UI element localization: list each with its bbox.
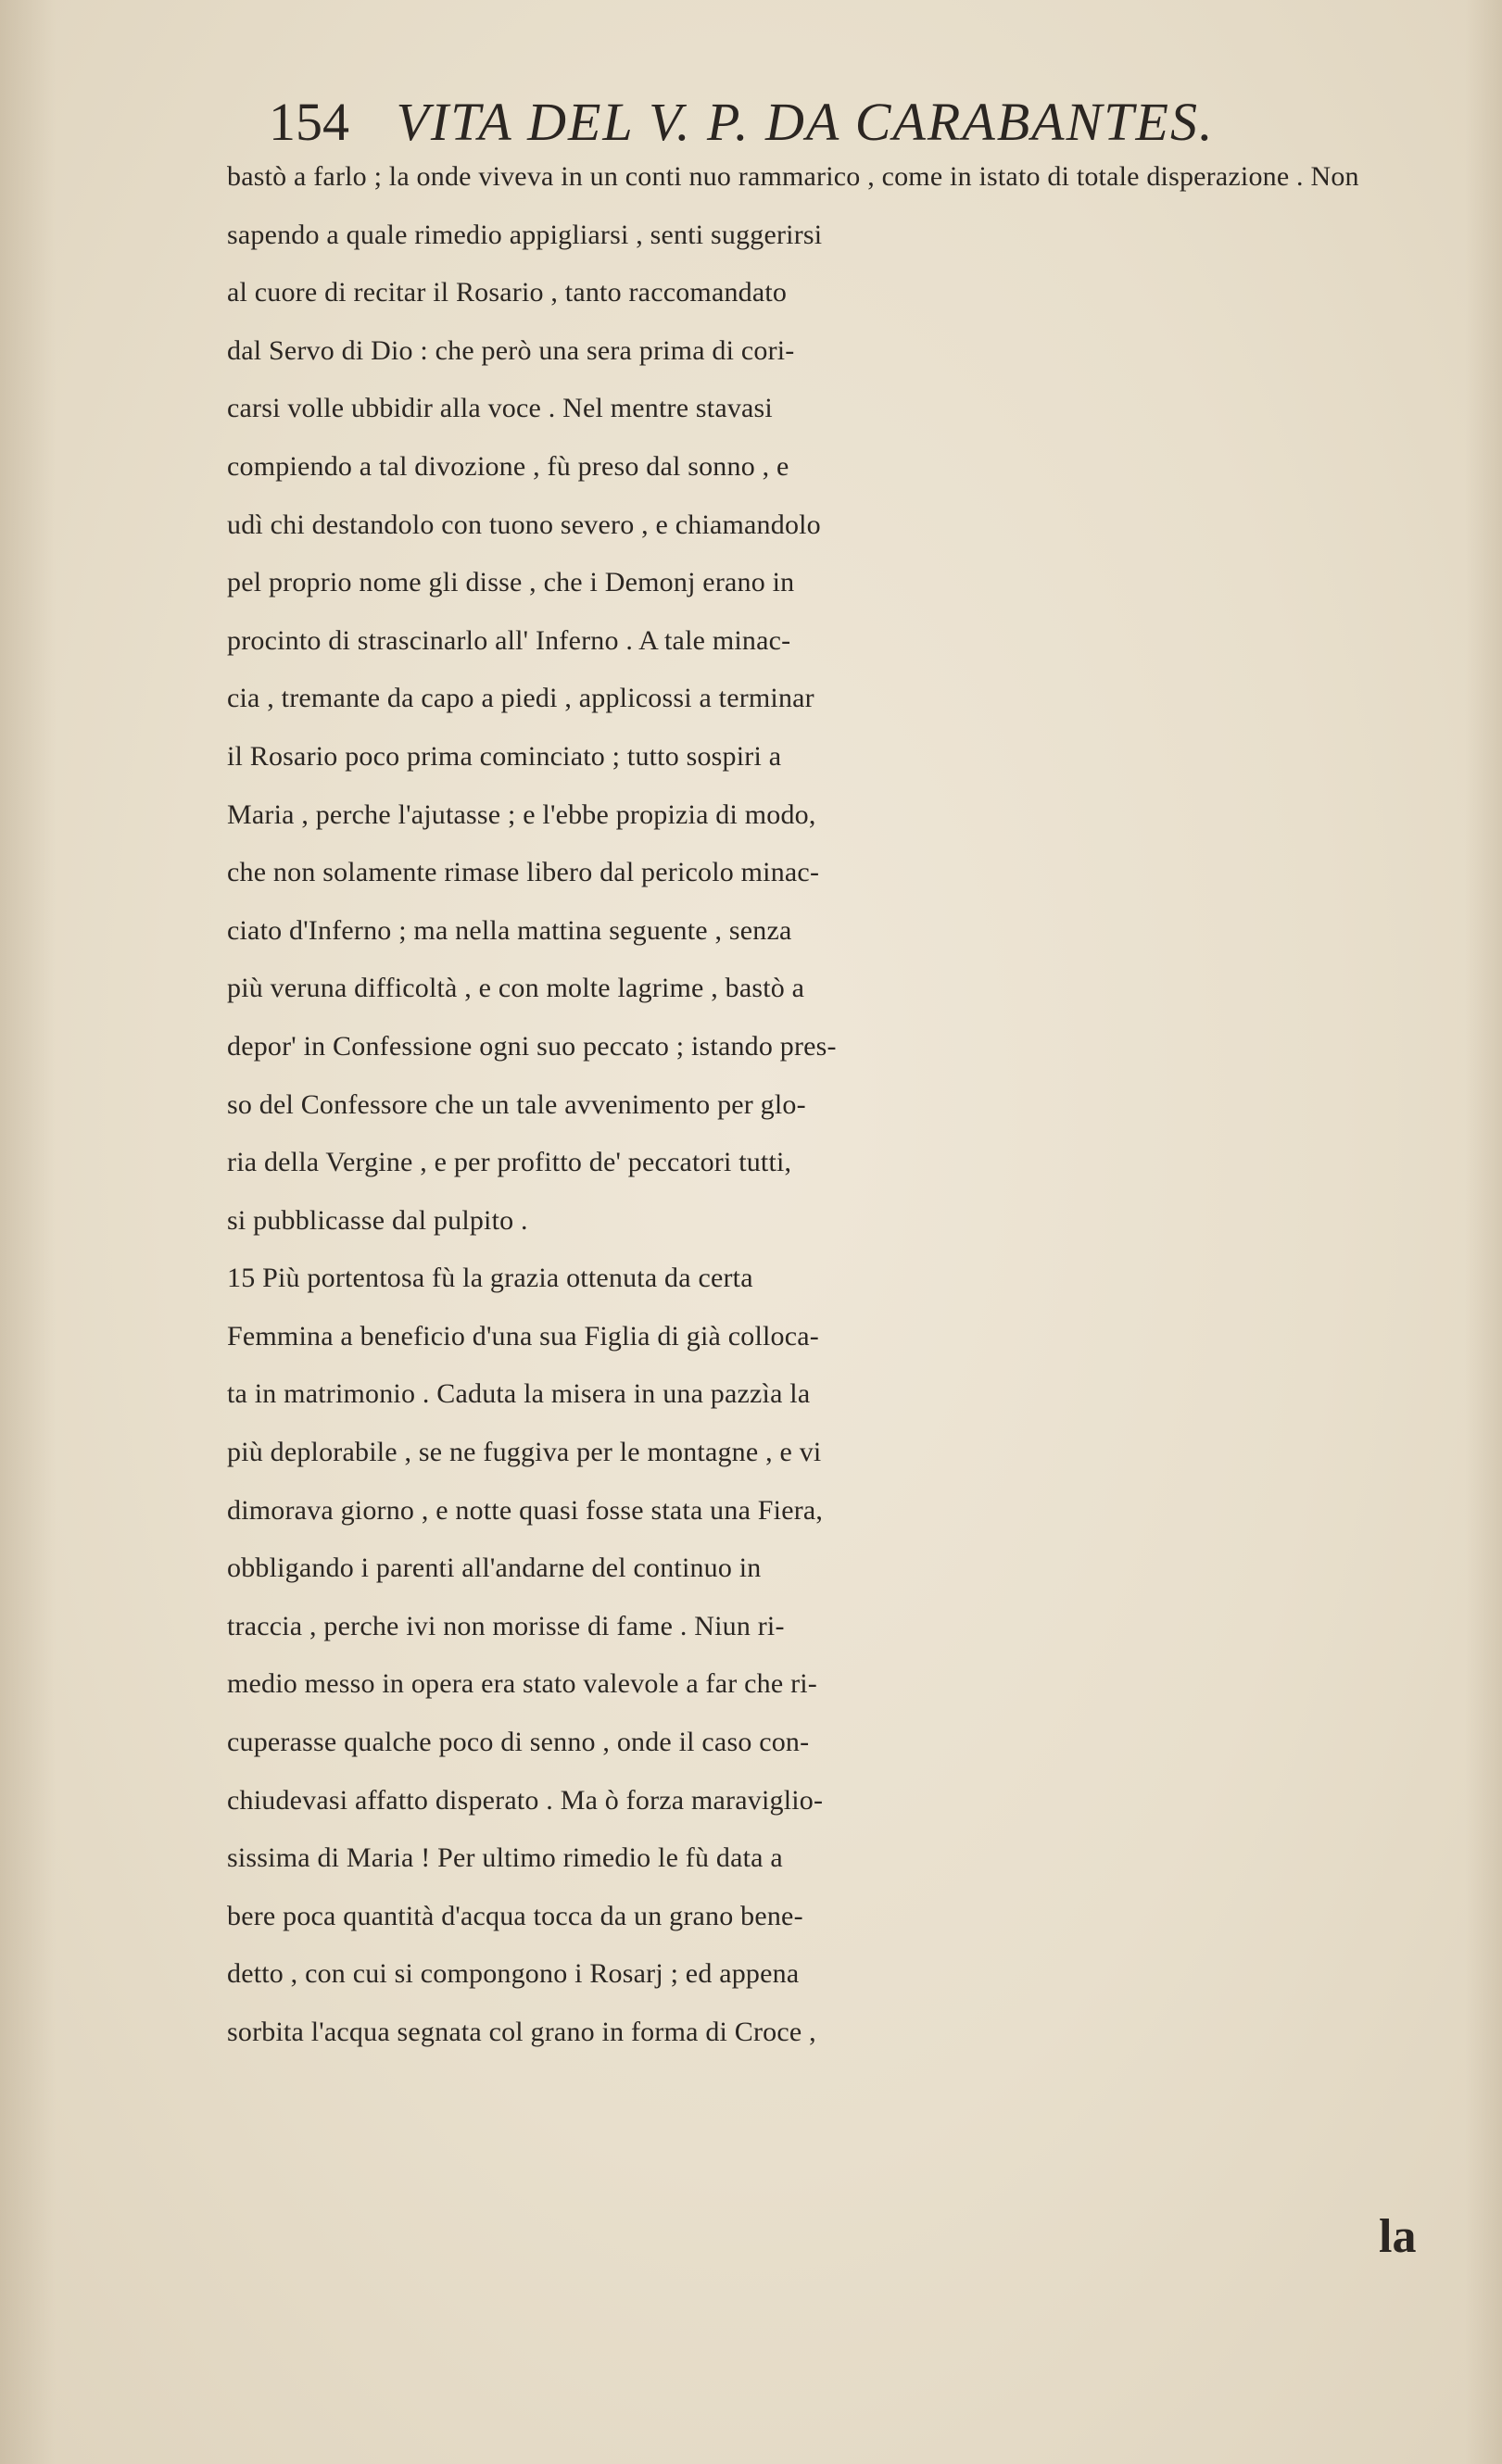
text-line: al cuore di recitar il Rosario , tanto raccomandato [227,277,788,308]
text-line: ta in matrimonio . Caduta la misera in una pazzìa la [227,1378,811,1410]
text-line: più deplorabile , se ne fuggiva per le montagne , e vi [227,1437,822,1468]
text-line: sapendo a quale rimedio appigliarsi , senti suggerirsi [227,219,823,250]
text-line: carsi volle ubbidir alla voce . Nel mentre stavasi [227,393,773,424]
text-line: il Rosario poco prima cominciato ; tutto sospiri a [227,740,782,772]
text-line: obbligando i parenti all'andarne del continuo in [227,1553,762,1584]
body-text [227,148,1496,2371]
text-line: bastò a farlo ; la onde viveva in un conti nuo rammarico , come in istato di totale disperazione . Non [227,161,1359,192]
text-line: compiendo a tal divozione , fù preso dal sonno , e [227,450,789,482]
text-line: medio messo in opera era stato valevole a far che ri- [227,1668,817,1700]
text-line: cuperasse qualche poco di senno , onde il caso con- [227,1727,810,1758]
page-shadow-left [0,0,56,2464]
text-line: si pubblicasse dal pulpito . [227,1204,528,1236]
text-line: procinto di strascinarlo all' Inferno . A tale minac- [227,624,791,656]
text-line: dimorava giorno , e notte quasi fosse stata una Fiera, [227,1494,824,1526]
text-line: udì chi destandolo con tuono severo , e chiamandolo [227,509,821,540]
text-line: depor' in Confessione ogni suo peccato ; istando pres- [227,1030,837,1062]
text-line: pel proprio nome gli disse , che i Demonj erano in [227,567,795,598]
text-line: traccia , perche ivi non morisse di fame . Niun ri- [227,1610,785,1641]
text-line: Maria , perche l'ajutasse ; e l'ebbe propizia di modo, [227,798,816,830]
text-line: so del Confessore che un tale avvenimento per glo- [227,1088,806,1120]
text-line: Femmina a beneficio d'una sua Figlia di già colloca- [227,1320,819,1351]
page-number: 154 [269,92,349,152]
text-line: cia , tremante da capo a piedi , applicossi a terminar [227,683,814,714]
text-line: che non solamente rimase libero dal pericolo minac- [227,857,820,888]
text-line: 15 Più portentosa fù la grazia ottenuta da certa [227,1263,753,1294]
text-line: detto , con cui si compongono i Rosarj ; ed appena [227,1958,800,1990]
text-line: chiudevasi affatto disperato . Ma ò forza maraviglio- [227,1784,824,1816]
text-line: ciato d'Inferno ; ma nella mattina seguente , senza [227,914,792,946]
text-line: ria della Vergine , e per profitto de' peccatori tutti, [227,1147,792,1178]
text-line: bere poca quantità d'acqua tocca da un grano bene- [227,1900,803,1931]
catchword: la [1379,2210,1417,2263]
text-line: sorbita l'acqua segnata col grano in forma di Croce , [227,2017,816,2047]
text-line: dal Servo di Dio : che però una sera prima di cori- [227,334,795,366]
text-line: più veruna difficoltà , e con molte lagrime , bastò a [227,973,805,1004]
text-line: sissima di Maria ! Per ultimo rimedio le fù data a [227,1842,783,1874]
running-title: VITA DEL V. P. DA CARABANTES. [396,92,1215,152]
